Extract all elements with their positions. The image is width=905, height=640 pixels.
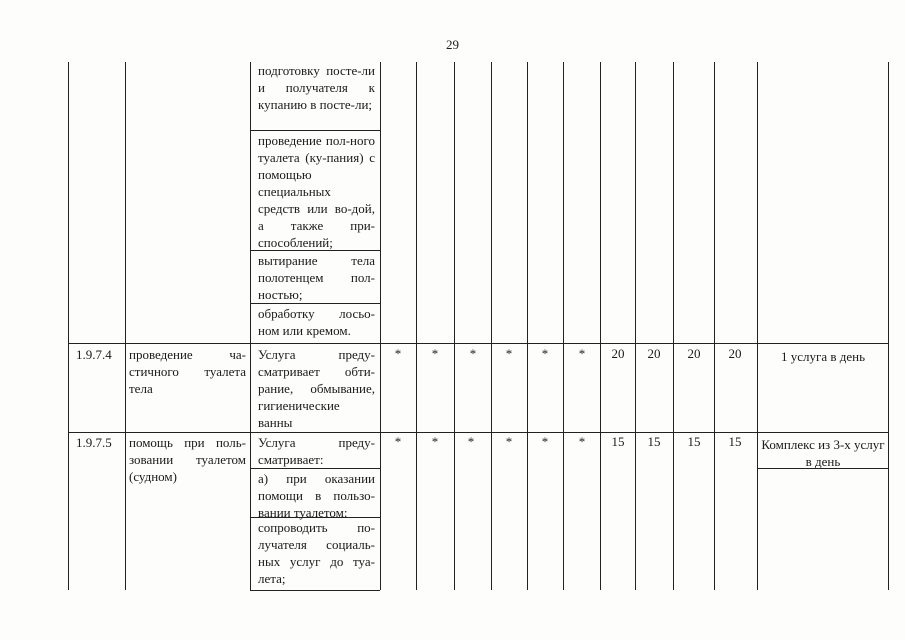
page-number: 29 (446, 37, 459, 52)
column-divider (757, 62, 758, 590)
mark-asterisk: * (578, 434, 586, 449)
column-divider (635, 62, 636, 590)
description-cell: подготовку посте-ли и получателя к купанию в посте-ли; (258, 63, 375, 112)
column-divider (673, 62, 674, 590)
column-divider (125, 62, 126, 590)
mark-asterisk: * (541, 346, 549, 361)
column-divider (563, 62, 564, 590)
description-cell: Услуга преду-сматривает: (258, 435, 375, 467)
table-border-left (68, 62, 69, 590)
column-divider (600, 62, 601, 590)
column-divider (714, 62, 715, 590)
value-cell: 15 (728, 434, 742, 449)
column-divider (416, 62, 417, 590)
mark-asterisk: * (431, 346, 439, 361)
row-divider (68, 343, 888, 344)
column-divider (454, 62, 455, 590)
frequency-cell: Комплекс из 3-х услуг в день (761, 437, 885, 469)
mark-asterisk: * (505, 346, 513, 361)
value-cell: 15 (687, 434, 701, 449)
description-cell: Услуга преду-сматривает обти-рание, обмывание, гигиенические ванны (258, 347, 375, 430)
column-divider (380, 62, 381, 590)
row-divider (250, 130, 380, 131)
mark-asterisk: * (394, 434, 402, 449)
table-border-right (888, 62, 889, 590)
column-divider (527, 62, 528, 590)
row-code: 1.9.7.5 (76, 435, 112, 450)
value-cell: 20 (647, 346, 661, 361)
mark-asterisk: * (505, 434, 513, 449)
table-border-bottom (250, 590, 380, 591)
mark-asterisk: * (431, 434, 439, 449)
description-cell: проведение пол-ного туалета (ку-пания) с помощью специальных средств или во-дой, а также при-способлений; (258, 133, 375, 250)
row-code: 1.9.7.4 (76, 347, 112, 362)
value-cell: 15 (611, 434, 625, 449)
row-divider (250, 468, 380, 469)
description-cell: а) при оказании помощи в пользо-вании туалетом: (258, 471, 375, 520)
row-divider (250, 303, 380, 304)
value-cell: 20 (728, 346, 742, 361)
row-divider (68, 432, 888, 433)
row-name: проведение ча-стичного туалета тела (129, 347, 246, 396)
mark-asterisk: * (469, 346, 477, 361)
description-cell: вытирание тела полотенцем пол-ностью; (258, 253, 375, 302)
mark-asterisk: * (541, 434, 549, 449)
value-cell: 20 (687, 346, 701, 361)
description-cell: обработку лосьо-ном или кремом. (258, 306, 375, 338)
row-name: помощь при поль-зовании туалетом (судном) (129, 435, 246, 484)
value-cell: 15 (647, 434, 661, 449)
mark-asterisk: * (578, 346, 586, 361)
mark-asterisk: * (467, 434, 475, 449)
mark-asterisk: * (394, 346, 402, 361)
frequency-cell: 1 услуга в день (780, 349, 866, 364)
column-divider (491, 62, 492, 590)
value-cell: 20 (611, 346, 625, 361)
column-divider (250, 62, 251, 590)
description-cell: сопроводить по-лучателя социаль-ных услуг до туа-лета; (258, 520, 375, 586)
